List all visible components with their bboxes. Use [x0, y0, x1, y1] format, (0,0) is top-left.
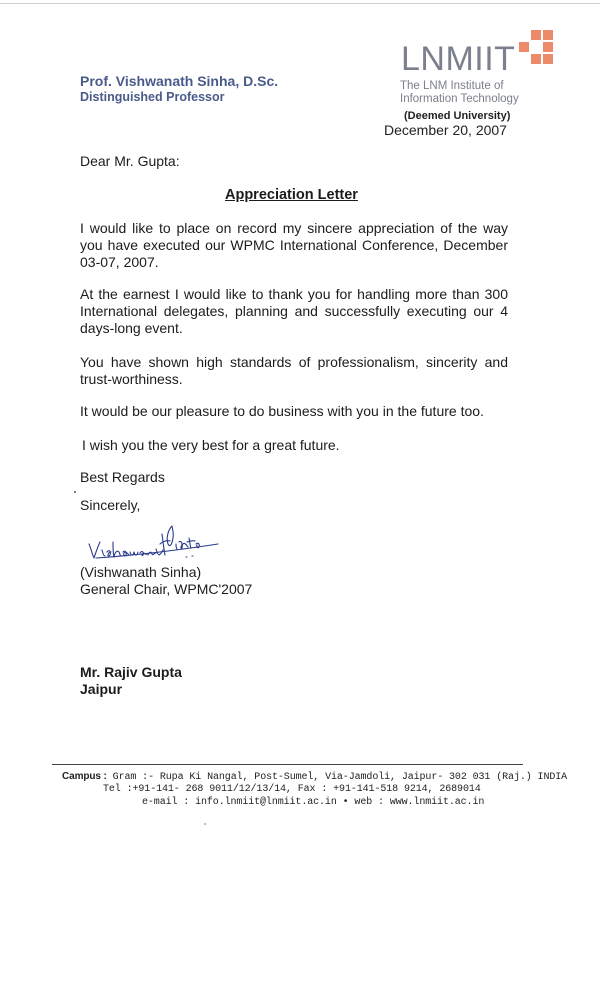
sender-title: Distinguished Professor — [80, 90, 225, 104]
logo-subtitle-line1: The LNM Institute of — [400, 80, 504, 92]
signatory-name: (Vishwanath Sinha) — [80, 564, 202, 580]
recipient-city: Jaipur — [80, 681, 123, 697]
letter-heading: Appreciation Letter — [225, 187, 358, 203]
logo-wordmark: LNMIIT — [401, 40, 516, 78]
footer-campus-address: Gram :- Rupa Ki Nangal, Post-Sumel, Via-Jamdoli, Jaipur- 302 031 (Raj.) INDIA — [112, 772, 568, 783]
closing-sincerely: Sincerely, — [80, 497, 141, 513]
signatory-role: General Chair, WPMC'2007 — [80, 581, 253, 597]
closing-regards: Best Regards — [80, 469, 165, 485]
paragraph-5: I wish you the very best for a great future. — [82, 437, 340, 453]
recipient-name: Mr. Rajiv Gupta — [80, 664, 182, 680]
handwritten-signature — [86, 514, 221, 564]
stray-dot — [74, 491, 76, 493]
paragraph-2: At the earnest I would like to thank you for handling more than 300 International delegates, planning and successfully executing our 4 days-long event. — [80, 286, 508, 336]
salutation: Dear Mr. Gupta: — [80, 153, 180, 169]
footer-divider — [52, 764, 523, 765]
footer-campus-label: Campus : — [62, 771, 107, 782]
footer-address — [62, 771, 567, 783]
footer-phone: Tel :+91-141- 268 9011/12/13/14, Fax : +91-141-518 9214, 2689014 — [103, 784, 481, 795]
sender-name: Prof. Vishwanath Sinha, D.Sc. — [80, 73, 279, 89]
top-edge-line — [0, 3, 600, 4]
university-status: (Deemed University) — [404, 110, 511, 122]
paragraph-1: I would like to place on record my sincere appreciation of the way you have executed our WPMC International Conference, December 03-07, 2007. — [80, 220, 508, 270]
footer-contact: e-mail : info.lnmiit@lnmiit.ac.in • web : www.lnmiit.ac.in — [142, 797, 485, 808]
paragraph-3: You have shown high standards of professionalism, sincerity and trust-worthiness. — [80, 354, 508, 387]
paragraph-4: It would be our pleasure to do business with you in the future too. — [80, 403, 484, 419]
logo-subtitle-line2: Information Technology — [400, 93, 519, 105]
logo-grid-icon — [519, 30, 555, 72]
scan-speck — [204, 823, 206, 825]
letter-date: December 20, 2007 — [384, 122, 507, 138]
